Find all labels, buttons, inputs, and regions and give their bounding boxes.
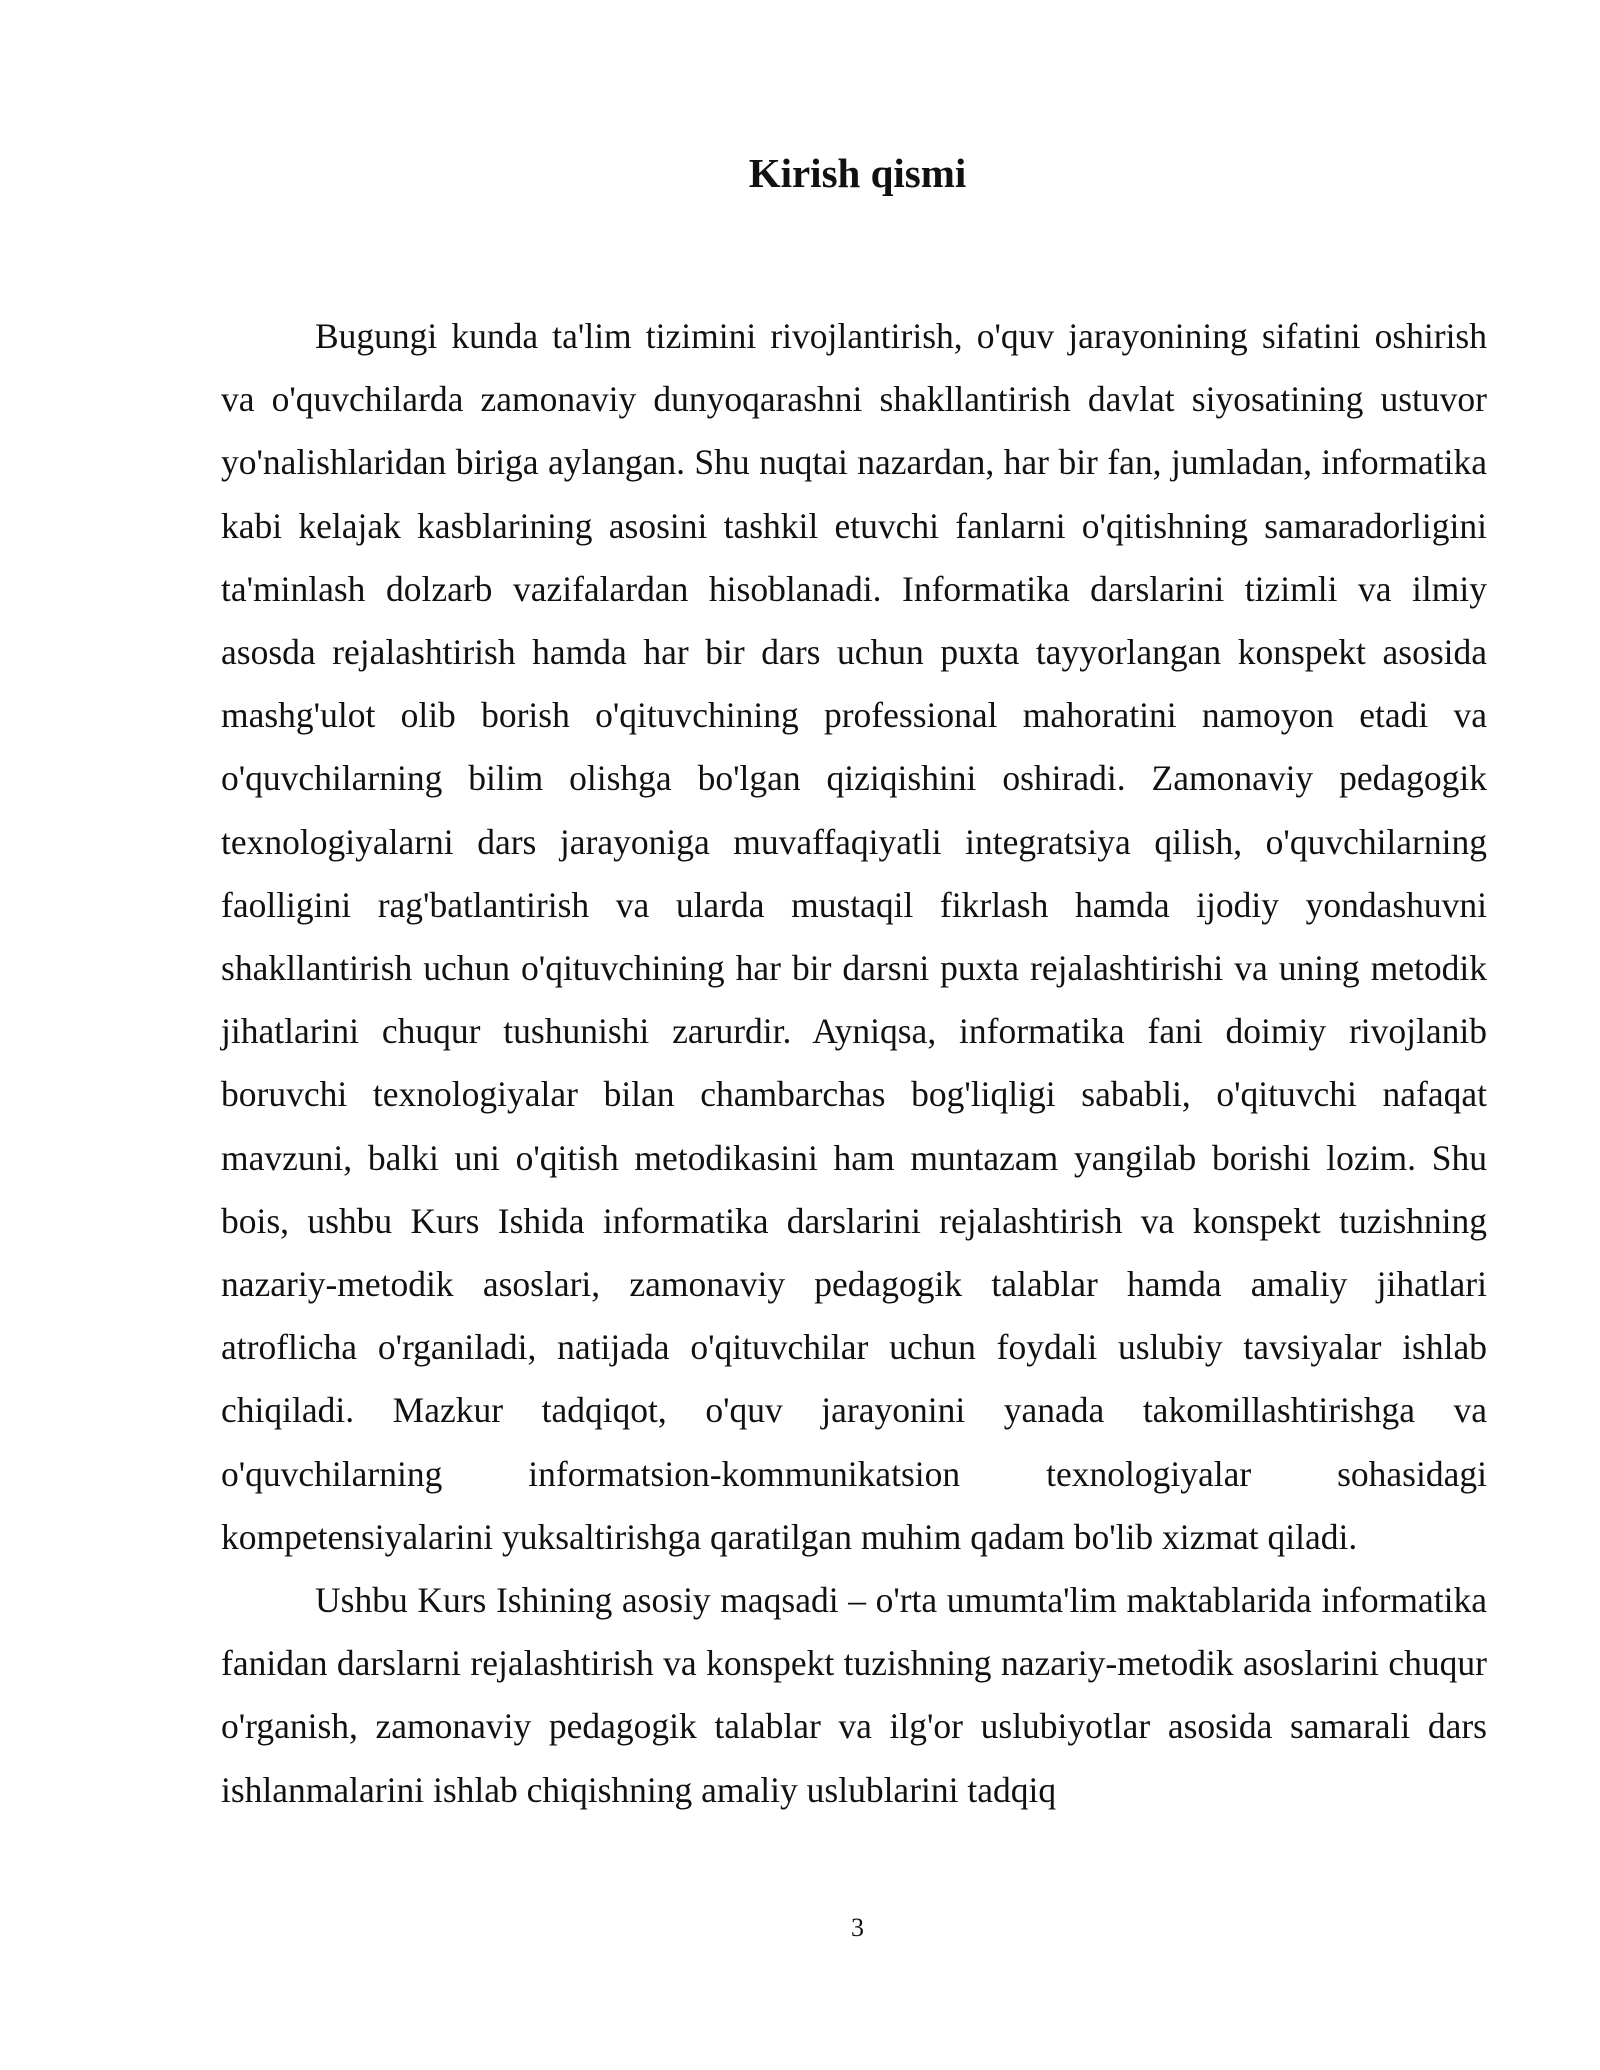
paragraph-purpose: Ushbu Kurs Ishining asosiy maqsadi – o'rta umumta'lim maktablarida informatika fanidan darslarni rejalashtirish va konspekt tuzishning nazariy-metodik asoslarini chuqur o'rganish, zamonaviy pedagogik talablar va ilg'or uslubiyotlar asosida samarali dars ishlanmalarini ishlab chiqishning amaliy uslublarini tadqiq (221, 1580, 1487, 1810)
paragraph-intro: Bugungi kunda ta'lim tizimini rivojlantirish, o'quv jarayonining sifatini oshirish va o'quvchilarda zamonaviy dunyoqarashni shakllantirish davlat siyosatining ustuvor yo'nalishlaridan biriga aylangan. Shu nuqtai nazardan, har bir fan, jumladan, informatika kabi kelajak kasblarining asosini tashkil etuvchi fanlarni o'qitishning samaradorligini ta'minlash dolzarb vazifalardan hisoblanadi. Informatika darslarini tizimli va ilmiy asosda rejalashtirish hamda har bir dars uchun puxta tayyorlangan konspekt asosida mashg'ulot olib borish o'qituvchining professional mahoratini namoyon etadi va o'quvchilarning bilim olishga bo'lgan qiziqishini oshiradi. Zamonaviy pedagogik texnologiyalarni dars jarayoniga muvaffaqiyatli integratsiya qilish, o'quvchilarning faolligini rag'batlantirish va ularda mustaqil fikrlash hamda ijodiy yondashuvni shakllantirish uchun o'qituvchining har bir darsni puxta rejalashtirishi va uning metodik jihatlarini chuqur tushunishi zarurdir. Ayniqsa, informatika fani doimiy rivojlanib boruvchi texnologiyalar bilan chambarchas bog'liqligi sababli, o'qituvchi nafaqat mavzuni, balki uni o'qitish metodikasini ham muntazam yangilab borishi lozim. Shu bois, ushbu Kurs Ishida informatika darslarini rejalashtirish va konspekt tuzishning nazariy-metodik asoslari, zamonaviy pedagogik talablar hamda amaliy jihatlari atroflicha o'rganiladi, natijada o'qituvchilar uchun foydali uslubiy tavsiyalar ishlab chiqiladi. Mazkur tadqiqot, o'quv jarayonini yanada takomillashtirishga va o'quvchilarning informatsion-kommunikatsion texnologiyalar sohasidagi kompetensiyalarini yuksaltirishga qaratilgan muhim qadam bo'lib xizmat qiladi. (221, 316, 1487, 1557)
page-number: 3 (851, 1913, 864, 1942)
body-text (221, 305, 1487, 1822)
page-title: Kirish qismi (748, 150, 967, 196)
